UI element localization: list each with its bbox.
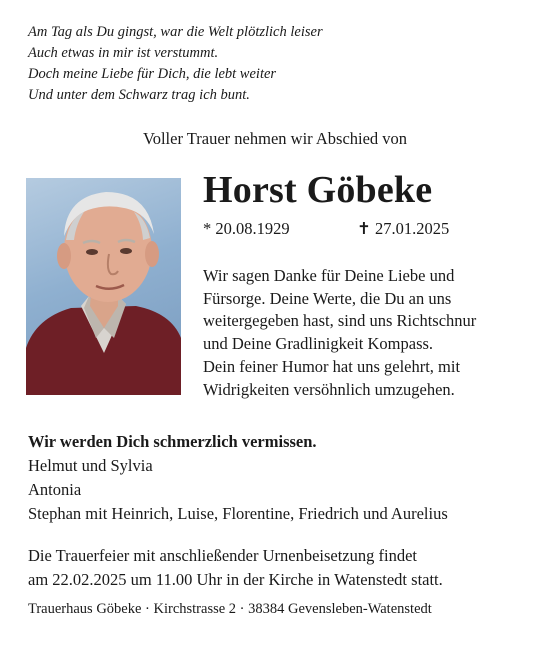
poem-line: Doch meine Liebe für Dich, die lebt weiter — [28, 66, 277, 82]
poem-line: Und unter dem Schwarz trag ich bunt. — [28, 87, 250, 103]
deceased-name: Horst Göbeke — [203, 169, 433, 211]
family-member: Helmut und Sylvia — [28, 456, 153, 475]
death-date: ✝ 27.01.2025 — [357, 219, 450, 238]
portrait-photo — [26, 178, 181, 395]
message-line: Dein feiner Humor hat uns gelehrt, mit — [203, 356, 461, 376]
poem — [28, 22, 323, 106]
birth-date: * 20.08.1929 — [203, 219, 290, 238]
funeral-service-info — [28, 544, 443, 592]
service-line: am 22.02.2025 um 11.00 Uhr in der Kirche in Watenstedt statt. — [28, 570, 443, 589]
family-heading: Wir werden Dich schmerzlich vermissen. — [28, 432, 317, 451]
poem-line: Auch etwas in mir ist verstummt. — [28, 45, 219, 61]
message-line: Fürsorge. Deine Werte, die Du an uns — [203, 288, 452, 308]
message-line: weitergegeben hast, sind uns Richtschnur — [203, 311, 477, 331]
message-line: Widrigkeiten versöhnlich umzugehen. — [203, 379, 455, 399]
family-section — [28, 430, 448, 526]
intro-text: Voller Trauer nehmen wir Abschied von — [142, 129, 408, 148]
tribute-message — [203, 265, 476, 401]
service-line: Die Trauerfeier mit anschließender Urnenbeisetzung findet — [28, 546, 417, 565]
message-line: Wir sagen Danke für Deine Liebe und — [203, 266, 455, 285]
family-member: Stephan mit Heinrich, Luise, Florentine, Friedrich und Aurelius — [28, 504, 448, 523]
poem-line: Am Tag als Du gingst, war die Welt plötzlich leiser — [28, 24, 323, 40]
message-line: und Deine Gradlinigkeit Kompass. — [203, 334, 434, 354]
family-member: Antonia — [28, 480, 82, 499]
mourning-house-address: Trauerhaus Göbeke · Kirchstrasse 2 · 38384 Gevensleben-Watenstedt — [28, 601, 432, 617]
